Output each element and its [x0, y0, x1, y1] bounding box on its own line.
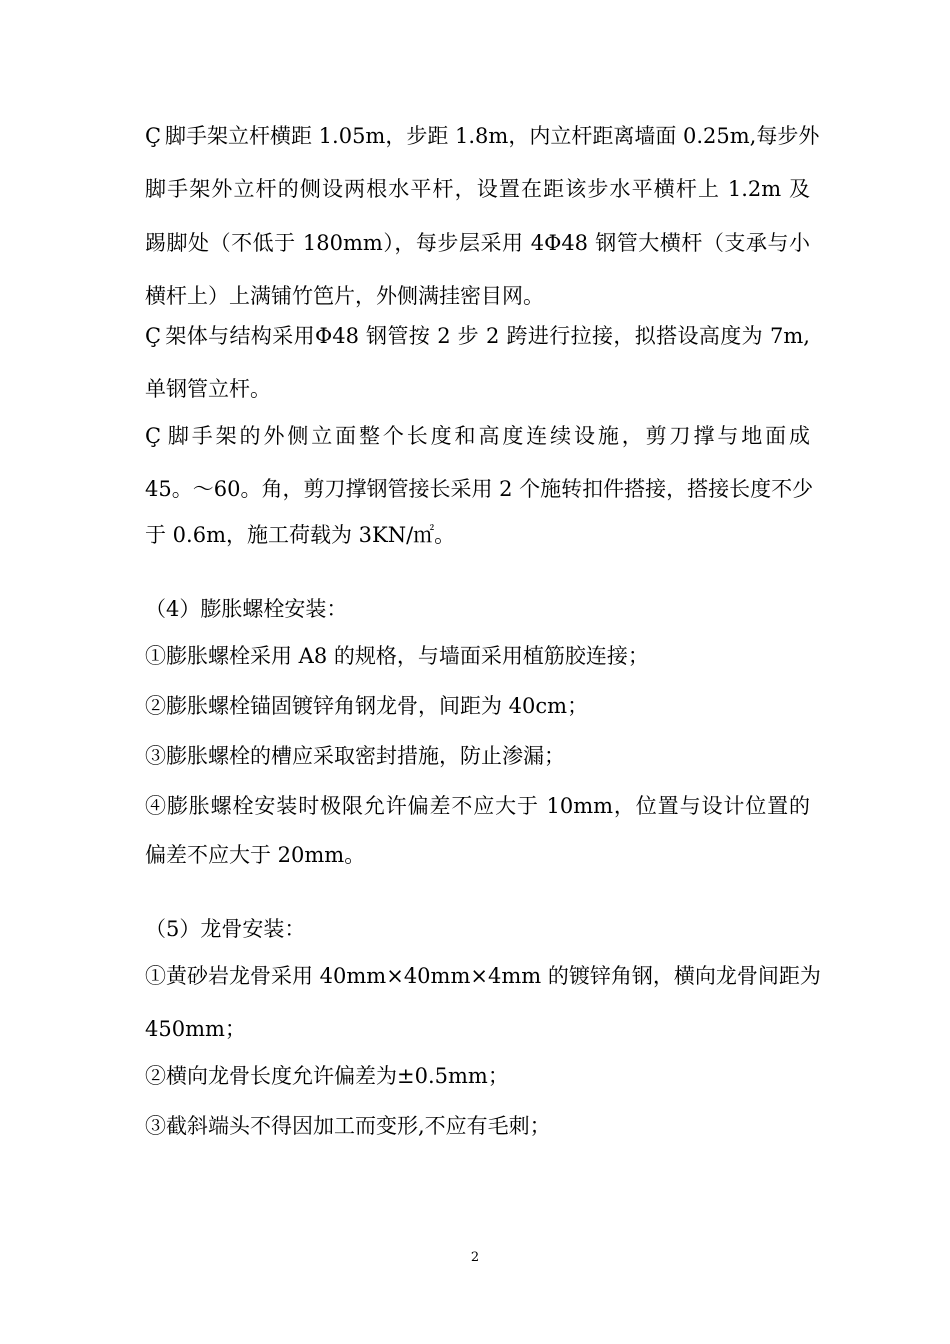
paragraph-3-line-2: 45。～60。角，剪刀撑钢管接长采用 2 个施转扣件搭接，搭接长度不少	[145, 477, 814, 501]
paragraph-1-line-2: 脚手架外立杆的侧设两根水平杆，设置在距该步水平横杆上 1.2m 及	[145, 177, 810, 201]
section-5-item-2: ②横向龙骨长度允许偏差为±0.5mm；	[145, 1064, 509, 1088]
bullet-glyph: Ç	[145, 324, 162, 348]
section-4-heading: （4）膨胀螺栓安装：	[145, 597, 348, 621]
section-5-heading: （5）龙骨安装：	[145, 917, 306, 941]
page-number: 2	[470, 1250, 480, 1265]
bullet-glyph: Ç	[145, 124, 162, 148]
paragraph-3-line-1: Ç 脚手架的外侧立面整个长度和高度连续设施，剪刀撑与地面成	[145, 421, 810, 451]
paragraph-1-line-4: 横杆上）上满铺竹笆片，外侧满挂密目网。	[145, 284, 544, 308]
paragraph-2-line-2: 单钢管立杆。	[145, 377, 271, 401]
section-4-item-3: ③膨胀螺栓的槽应采取密封措施，防止渗漏；	[145, 744, 565, 768]
section-4-item-1: ①膨胀螺栓采用 A8 的规格，与墙面采用植筋胶连接；	[145, 644, 649, 668]
paragraph-1-line-1: Ç 脚手架立杆横距 1.05m，步距 1.8m，内立杆距离墙面 0.25m,每步外	[145, 121, 810, 151]
paragraph-3-line-3: 于 0.6m，施工荷载为 3KN/㎡。	[145, 523, 456, 547]
paragraph-2-line-1: Ç 架体与结构采用Φ48 钢管按 2 步 2 跨进行拉接，拟搭设高度为 7m,	[145, 321, 810, 351]
section-5-item-1-line-2: 450mm；	[145, 1017, 246, 1041]
section-5-item-1-line-1: ①黄砂岩龙骨采用 40mm×40mm×4mm 的镀锌角钢，横向龙骨间距为	[145, 964, 821, 988]
section-4-item-2: ②膨胀螺栓锚固镀锌角钢龙骨，间距为 40cm；	[145, 694, 589, 718]
section-4-item-4-line-1: ④膨胀螺栓安装时极限允许偏差不应大于 10mm，位置与设计位置的	[145, 794, 810, 818]
paragraph-1-line-3: 踢脚处（不低于 180mm），每步层采用 4Φ48 钢管大横杆（支承与小	[145, 231, 810, 255]
section-4-item-4-line-2: 偏差不应大于 20mm。	[145, 843, 366, 867]
bullet-glyph: Ç	[145, 424, 162, 448]
section-5-item-3: ③截斜端头不得因加工而变形,不应有毛刺；	[145, 1114, 551, 1138]
